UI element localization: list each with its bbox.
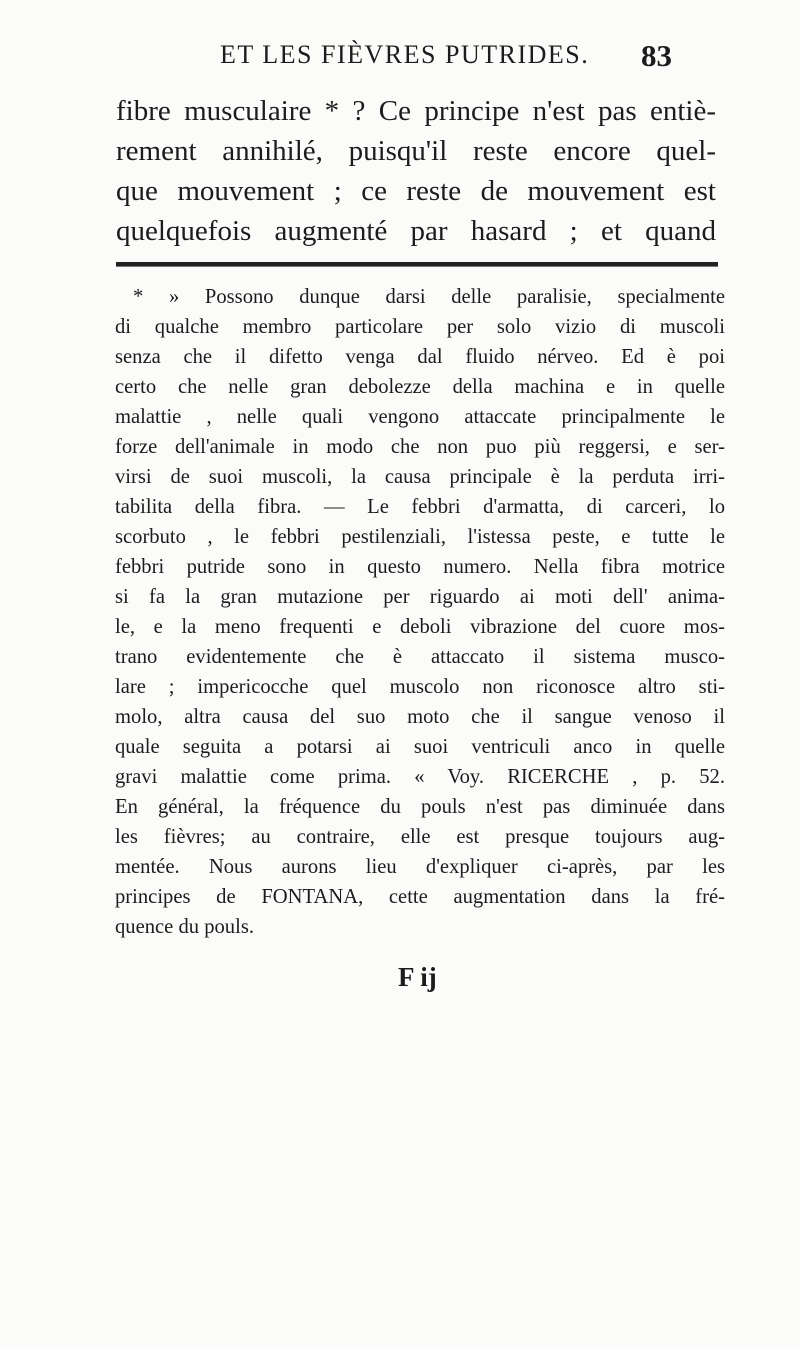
footnote-line: tabilita della fibra. — Le febbri d'armatta, di carceri, lo (115, 496, 725, 518)
footnote-line: senza che il difetto venga dal fluido nérveo. Ed è poi (115, 346, 725, 368)
footnote-line: forze dell'animale in modo che non puo più reggersi, e ser- (115, 436, 725, 458)
footnote-line: principes de FONTANA, cette augmentation dans la fré- (115, 886, 725, 908)
footnote-line: virsi de suoi muscoli, la causa principale è la perduta irri- (115, 466, 725, 488)
footnote-line: certo che nelle gran debolezze della machina e in quelle (115, 376, 725, 398)
running-title: ET LES FIÈVRES PUTRIDES. (220, 40, 590, 69)
text-line: rement annihilé, puisqu'il reste encore quel- (116, 135, 716, 167)
footnote-line: quale seguita a potarsi ai suoi ventriculi anco in quelle (115, 736, 725, 758)
footnote-line: febbri putride sono in questo numero. Nella fibra motrice (115, 556, 725, 578)
footnote-line: molo, altra causa del suo moto che il sangue venoso il (115, 706, 725, 728)
running-head (0, 38, 800, 78)
main-text (116, 91, 716, 251)
footnote-line: si fa la gran mutazione per riguardo ai moti dell' anima- (115, 586, 725, 608)
footnote-line: lare ; impericocche quel muscolo non riconosce altro sti- (115, 676, 725, 698)
text-line: quelquefois augmenté par hasard ; et quand (116, 215, 716, 247)
footnote-line: gravi malattie come prima. « Voy. RICERCHE , p. 52. (115, 766, 725, 788)
footnote-line: quence du pouls. (115, 916, 254, 938)
footnote-line: En général, la fréquence du pouls n'est pas diminuée dans (115, 796, 725, 818)
footnote-line: malattie , nelle quali vengono attaccate principalmente le (115, 406, 725, 428)
footnote-line: trano evidentemente che è attaccato il sistema musco- (115, 646, 725, 668)
footnote-line: les fièvres; au contraire, elle est presque toujours aug- (115, 826, 725, 848)
footnote-line: * » Possono dunque darsi delle paralisie, specialmente (133, 286, 725, 308)
footnote-separator-rule (116, 262, 718, 267)
footnote-line: mentée. Nous aurons lieu d'expliquer ci-après, par les (115, 856, 725, 878)
footnote-line: di qualche membro particolare per solo vizio di muscoli (115, 316, 725, 338)
text-line: fibre musculaire * ? Ce principe n'est pas entiè- (116, 95, 716, 127)
footnote-line: scorbuto , le febbri pestilenziali, l'istessa peste, e tutte le (115, 526, 725, 548)
signature-mark: F ij (398, 962, 437, 992)
footnote-line: le, e la meno frequenti e deboli vibrazione del cuore mos- (115, 616, 725, 638)
page-number: 83 (641, 38, 672, 73)
footnote (115, 282, 725, 942)
text-line: que mouvement ; ce reste de mouvement est (116, 175, 716, 207)
